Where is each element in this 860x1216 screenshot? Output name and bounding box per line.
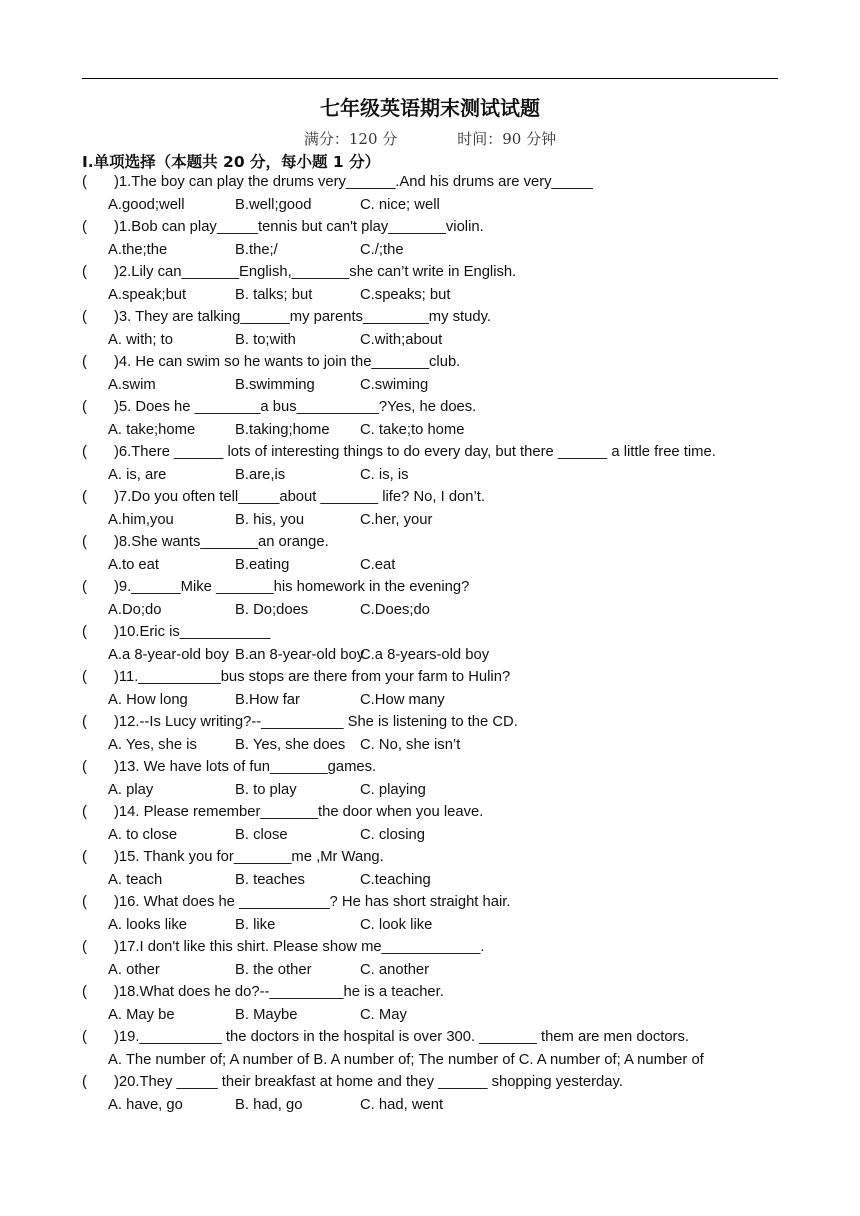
question-row — [82, 174, 782, 190]
answer-bracket[interactable]: ( — [82, 849, 87, 865]
full-score: 满分：120 分 — [303, 130, 398, 148]
answer-option: C. playing — [360, 781, 426, 798]
answer-option: A.the;the — [108, 241, 168, 258]
question-stem: )5. Does he ________a bus__________?Yes, he does. — [114, 399, 477, 415]
answer-bracket[interactable]: ( — [82, 714, 87, 730]
answer-option: C. nice; well — [360, 196, 440, 213]
answer-option: C. is, is — [360, 466, 409, 483]
answer-option: C. May — [360, 1006, 407, 1023]
question-row — [82, 669, 782, 685]
answer-option: A. is, are — [108, 466, 167, 483]
answer-option: C. look like — [360, 916, 433, 933]
question-stem: )1.Bob can play_____tennis but can't play_______violin. — [114, 219, 484, 235]
answer-bracket[interactable]: ( — [82, 309, 87, 325]
answer-option: B. Yes, she does — [235, 736, 346, 753]
answer-option: C. another — [360, 961, 430, 978]
answer-option: C.swiming — [360, 376, 429, 393]
answer-option: B.taking;home — [235, 421, 330, 438]
answer-bracket[interactable]: ( — [82, 624, 87, 640]
question-row — [82, 1029, 782, 1045]
answer-bracket[interactable]: ( — [82, 894, 87, 910]
question-stem: )1.The boy can play the drums very______.And his drums are very_____ — [114, 174, 593, 190]
question-row — [82, 534, 782, 550]
answer-option: B. talks; but — [235, 286, 313, 303]
answer-option: A. May be — [108, 1006, 175, 1023]
question-row — [82, 624, 782, 640]
question-row — [82, 984, 782, 1000]
answer-bracket[interactable]: ( — [82, 579, 87, 595]
question-stem: )16. What does he ___________? He has short straight hair. — [114, 894, 511, 910]
answer-option: A.swim — [108, 376, 156, 393]
question-stem: )18.What does he do?--_________he is a teacher. — [114, 984, 444, 1000]
answer-bracket[interactable]: ( — [82, 354, 87, 370]
answer-option: A. looks like — [108, 916, 187, 933]
answer-bracket[interactable]: ( — [82, 444, 87, 460]
question-row — [82, 309, 782, 325]
answer-option: C.a 8-years-old boy — [360, 646, 490, 663]
answer-bracket[interactable]: ( — [82, 489, 87, 505]
answer-option: C. take;to home — [360, 421, 465, 438]
question-row — [82, 714, 782, 730]
answer-bracket[interactable]: ( — [82, 174, 87, 190]
page-title: 七年级英语期末测试试题 — [320, 96, 540, 120]
answer-option: A.Do;do — [108, 601, 162, 618]
answer-bracket[interactable]: ( — [82, 759, 87, 775]
question-stem: )17.I don't like this shirt. Please show me____________. — [114, 939, 485, 955]
answer-option: B.How far — [235, 691, 300, 708]
answer-option: A.speak;but — [108, 286, 187, 303]
answer-option: C.teaching — [360, 871, 431, 888]
answer-option: A. play — [108, 781, 154, 798]
answer-option: A.to eat — [108, 556, 160, 573]
answer-option: B. the other — [235, 961, 312, 978]
question-row — [82, 579, 782, 595]
answer-option: A. Yes, she is — [108, 736, 197, 753]
answer-option: C.with;about — [360, 331, 443, 348]
answer-option: B.are,is — [235, 466, 286, 483]
header-rule — [82, 78, 778, 79]
question-row — [82, 264, 782, 280]
section-title: I.单项选择（本题共 20 分，每小题 1 分） — [82, 153, 381, 171]
question-stem: )9.______Mike _______his homework in the evening? — [114, 579, 470, 595]
question-row — [82, 849, 782, 865]
question-row — [82, 939, 782, 955]
question-stem: )2.Lily can_______English,_______she can’t write in English. — [114, 264, 517, 280]
answer-option: C.Does;do — [360, 601, 430, 618]
answer-option: C. No, she isn’t — [360, 736, 461, 753]
question-row — [82, 399, 782, 415]
answer-bracket[interactable]: ( — [82, 264, 87, 280]
answer-option: B. Do;does — [235, 601, 309, 618]
answer-option: B.swimming — [235, 376, 315, 393]
answer-bracket[interactable]: ( — [82, 1029, 87, 1045]
answer-option: B. to play — [235, 781, 297, 798]
answer-option: A. other — [108, 961, 160, 978]
answer-option: A. to close — [108, 826, 178, 843]
answer-bracket[interactable]: ( — [82, 804, 87, 820]
answer-option: B. like — [235, 916, 276, 933]
question-stem: )7.Do you often tell_____about _______ life? No, I don’t. — [114, 489, 486, 505]
answer-option: B. to;with — [235, 331, 296, 348]
answer-bracket[interactable]: ( — [82, 1074, 87, 1090]
exam-info — [0, 128, 860, 149]
answer-bracket[interactable]: ( — [82, 399, 87, 415]
question-row — [82, 894, 782, 910]
question-stem: )10.Eric is___________ — [114, 624, 271, 640]
question-stem: )20.They _____ their breakfast at home and they ______ shopping yesterday. — [114, 1074, 623, 1090]
answer-option: A.good;well — [108, 196, 185, 213]
question-stem: )14. Please remember_______the door when you leave. — [114, 804, 484, 820]
question-stem: )13. We have lots of fun_______games. — [114, 759, 377, 775]
answer-option: B.eating — [235, 556, 290, 573]
answer-option: A. teach — [108, 871, 163, 888]
answer-option: A. How long — [108, 691, 188, 708]
answer-bracket[interactable]: ( — [82, 939, 87, 955]
answer-option: A.him,you — [108, 511, 174, 528]
answer-option: C.How many — [360, 691, 445, 708]
question-stem: )6.There ______ lots of interesting things to do every day, but there ______ a little free time. — [114, 444, 716, 460]
question-row — [82, 804, 782, 820]
answer-option: C.eat — [360, 556, 396, 573]
answer-option: B. close — [235, 826, 288, 843]
answer-option: B.the;/ — [235, 241, 278, 258]
answer-option: B.well;good — [235, 196, 312, 213]
answer-option: B. his, you — [235, 511, 305, 528]
answer-option: A. take;home — [108, 421, 196, 438]
question-stem: )12.--Is Lucy writing?--__________ She is listening to the CD. — [114, 714, 518, 730]
answer-option: B. had, go — [235, 1096, 303, 1113]
question-row — [82, 489, 782, 505]
answer-option: B. teaches — [235, 871, 305, 888]
answer-option: C. had, went — [360, 1096, 444, 1113]
answer-option: C.her, your — [360, 511, 433, 528]
question-row — [82, 1074, 782, 1090]
answer-option: A.a 8-year-old boy — [108, 646, 229, 663]
answer-option: A. The number of; A number of B. A number of; The number of C. A number of; A number of — [108, 1051, 704, 1068]
question-stem: )11.__________bus stops are there from your farm to Hulin? — [114, 669, 511, 685]
answer-option: A. with; to — [108, 331, 173, 348]
question-row — [82, 354, 782, 370]
answer-option: B. Maybe — [235, 1006, 298, 1023]
question-stem: )19.__________ the doctors in the hospital is over 300. _______ them are men doctors. — [114, 1029, 689, 1045]
answer-bracket[interactable]: ( — [82, 534, 87, 550]
question-stem: )8.She wants_______an orange. — [114, 534, 329, 550]
question-row — [82, 759, 782, 775]
answer-bracket[interactable]: ( — [82, 219, 87, 235]
answer-bracket[interactable]: ( — [82, 984, 87, 1000]
answer-option: B.an 8-year-old boy — [235, 646, 365, 663]
answer-option: A. have, go — [108, 1096, 183, 1113]
answer-option: C. closing — [360, 826, 425, 843]
exam-time: 时间：90 分钟 — [457, 130, 557, 148]
answer-option: C./;the — [360, 241, 404, 258]
question-stem: )4. He can swim so he wants to join the_______club. — [114, 354, 461, 370]
answer-option: C.speaks; but — [360, 286, 451, 303]
question-row — [82, 219, 782, 235]
question-stem: )15. Thank you for_______me ,Mr Wang. — [114, 849, 384, 865]
question-stem: )3. They are talking______my parents________my study. — [114, 309, 492, 325]
answer-bracket[interactable]: ( — [82, 669, 87, 685]
question-row — [82, 444, 782, 460]
